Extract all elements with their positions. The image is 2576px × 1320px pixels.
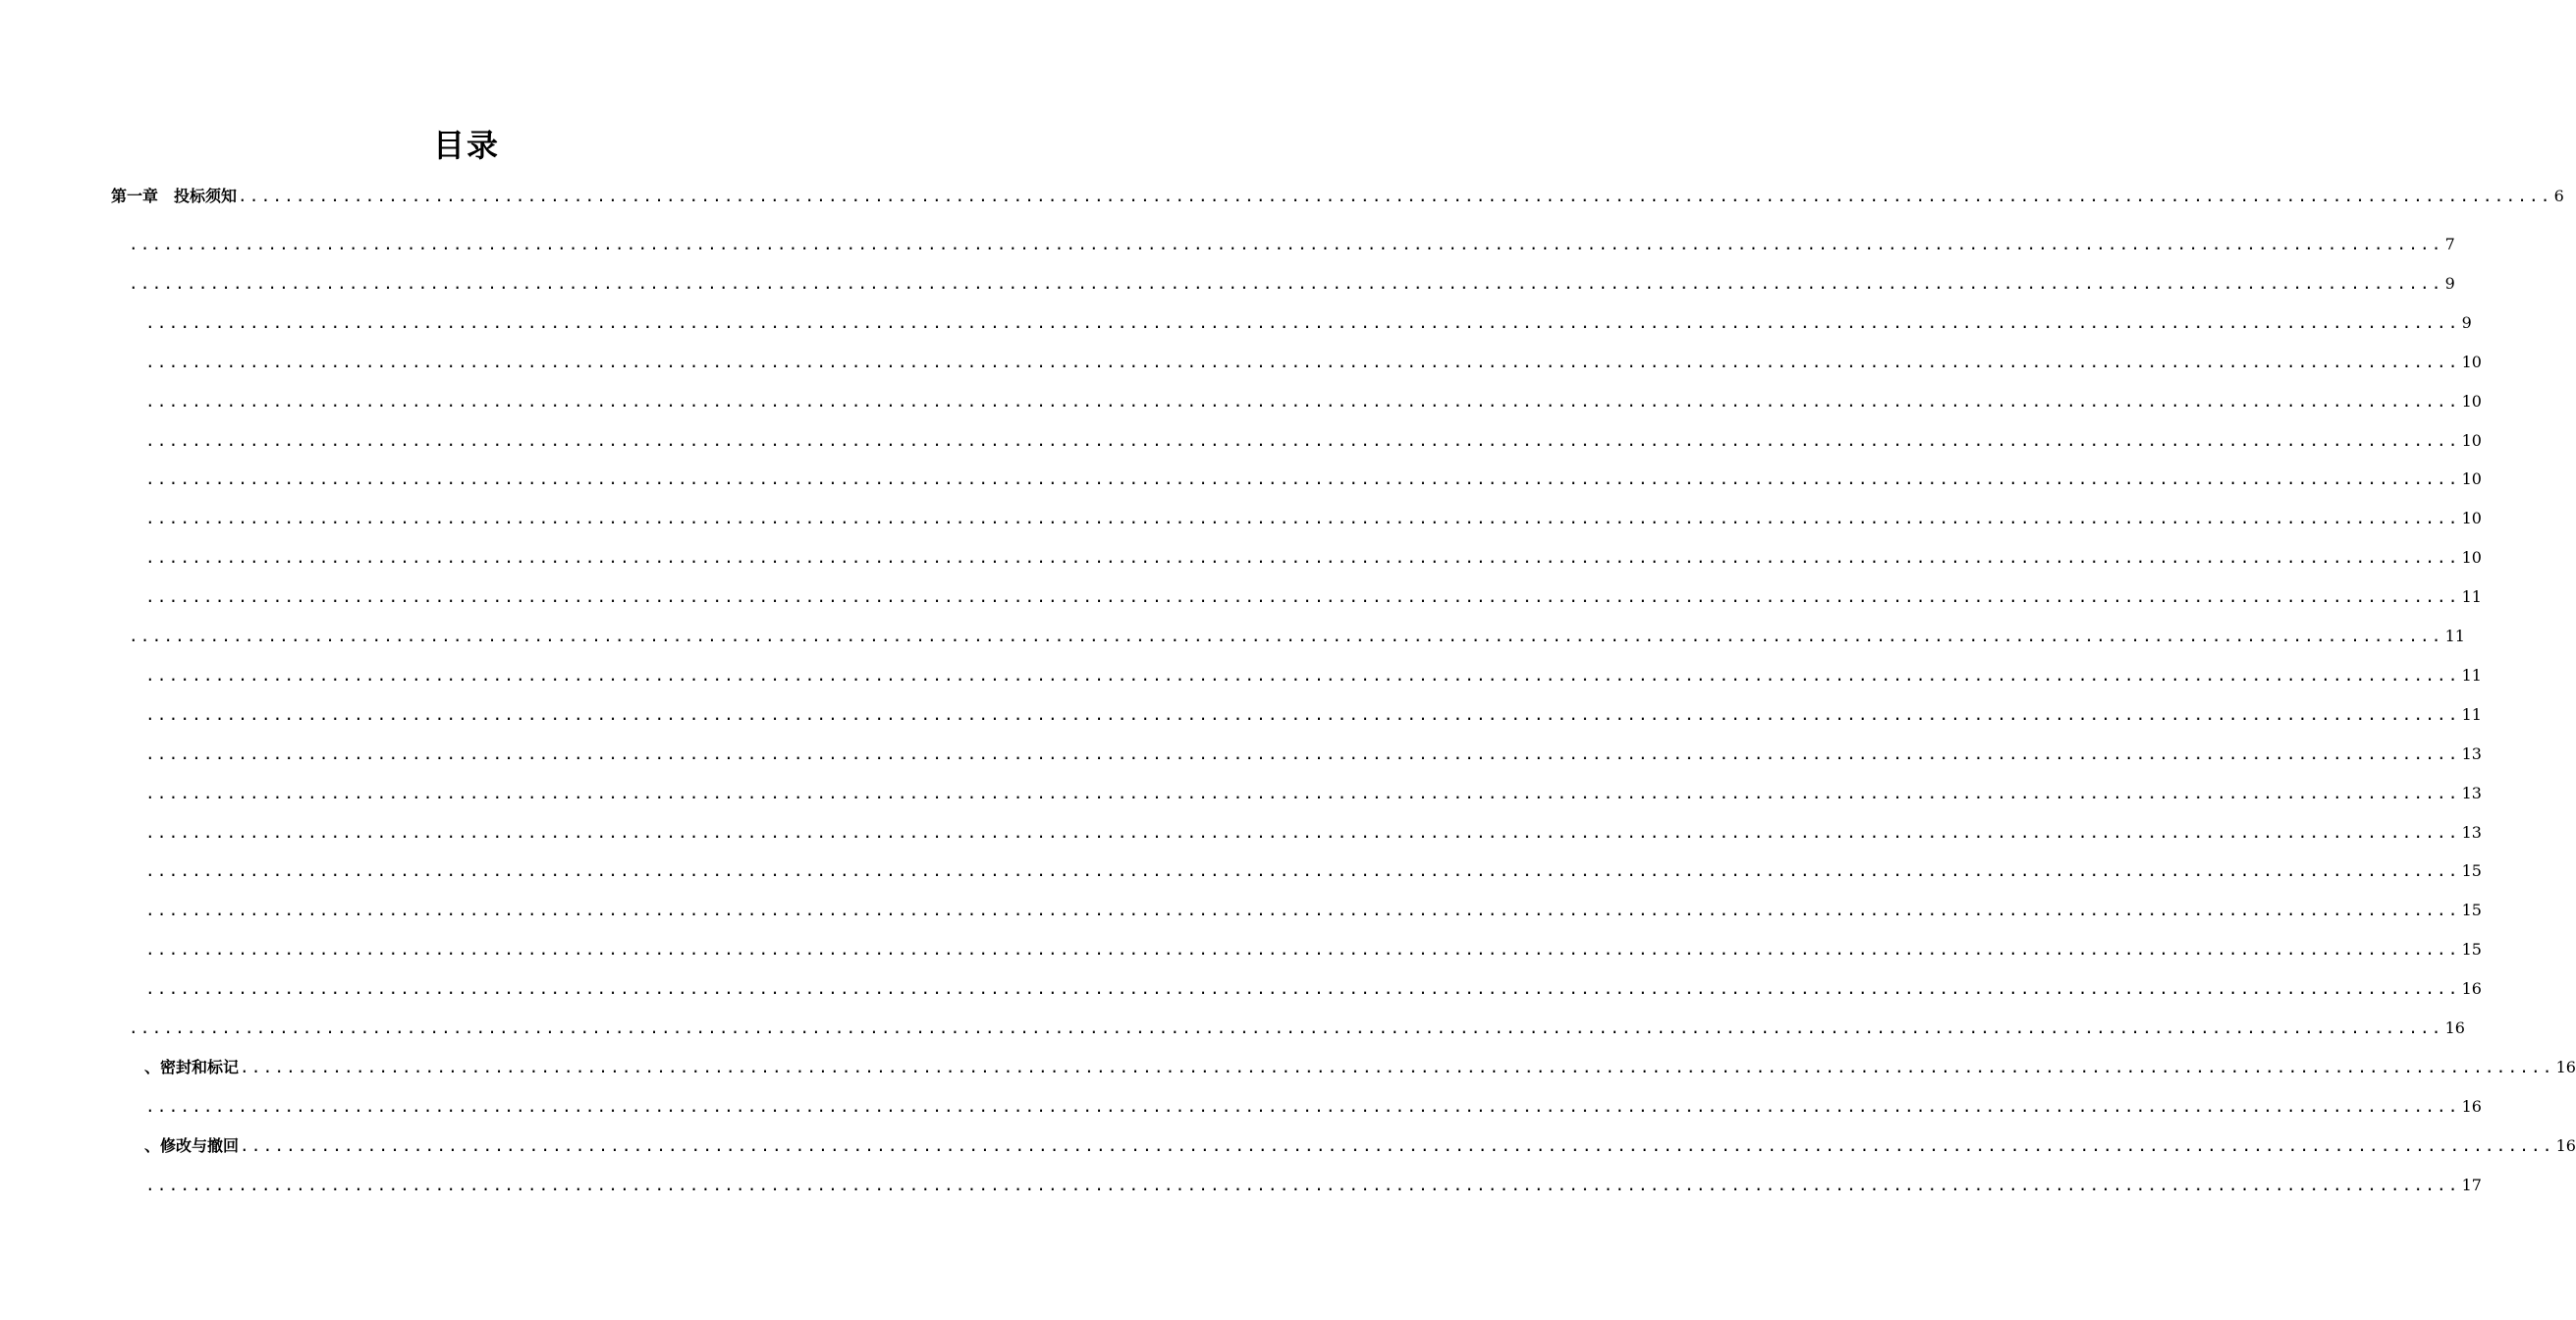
toc-entry[interactable] [144,975,2482,999]
toc-leader-dots: ........................................................................................................................................................................................................ [145,979,2460,999]
toc-page-number: 13 [2461,743,2482,763]
toc-leader-dots: ........................................................................................................................................................................................................ [129,235,2443,253]
toc-entry[interactable] [144,466,2482,489]
toc-leader-dots: ........................................................................................................................................................................................................ [145,469,2460,489]
toc-page-number: 11 [2461,665,2482,685]
toc-title: 目录 [432,127,500,164]
toc-leader-dots: ........................................................................................................................................................................................................ [129,273,2443,293]
toc-leader-dots: ........................................................................................................................................................................................................ [145,312,2460,332]
toc-leader-dots: ........................................................................................................................................................................................................ [240,1057,2554,1076]
toc-leader-dots: ........................................................................................................................................................................................................ [145,704,2460,724]
toc-page-number: 13 [2461,822,2482,842]
toc-page-number: 16 [2555,1057,2576,1076]
toc-leader-dots: ........................................................................................................................................................................................................ [145,665,2460,685]
toc-leader-dots: ........................................................................................................................................................................................................ [145,783,2460,802]
toc-entry[interactable] [144,741,2482,764]
toc-leader-dots: ........................................................................................................................................................................................................ [145,901,2460,920]
toc-entry[interactable] [128,1015,2465,1038]
toc-leader-dots: ........................................................................................................................................................................................................ [145,940,2460,960]
toc-entry[interactable] [144,1093,2482,1117]
toc-page-number: 6 [2553,187,2564,205]
toc-leader-dots: ........................................................................................................................................................................................................ [129,1018,2443,1037]
toc-entry[interactable] [144,819,2482,843]
toc-leader-dots: ........................................................................................................................................................................................................ [129,627,2443,645]
toc-leader-dots: ........................................................................................................................................................................................................ [145,391,2460,411]
toc-page-number: 9 [2444,273,2455,293]
toc-entry[interactable] [144,857,2482,881]
toc-entry[interactable] [144,936,2482,960]
toc-entry[interactable] [144,662,2482,686]
toc-page-number: 10 [2461,391,2482,411]
toc-entry[interactable] [111,183,2564,206]
toc-entry[interactable] [144,701,2482,725]
toc-entry[interactable] [144,897,2482,920]
toc-entry[interactable] [128,623,2465,646]
toc-page-number: 10 [2461,352,2482,371]
toc-page-number: 11 [2444,627,2465,645]
toc-leader-dots: ........................................................................................................................................................................................................ [145,587,2460,607]
toc-leader-dots: ........................................................................................................................................................................................................ [145,822,2460,842]
toc-entry[interactable] [144,309,2472,333]
toc-page-number: 10 [2461,548,2482,568]
toc-leader-dots: ........................................................................................................................................................................................................ [240,1135,2554,1155]
toc-entry-text: 、密封和标记 [144,1057,240,1076]
toc-entry[interactable] [144,427,2482,451]
toc-page-number: 17 [2461,1175,2482,1194]
toc-page-number: 7 [2444,235,2455,253]
toc-page-number: 16 [2555,1135,2576,1155]
toc-entry[interactable] [144,544,2482,568]
toc-page-number: 10 [2461,430,2482,450]
toc-leader-dots: ........................................................................................................................................................................................................ [145,1175,2460,1194]
toc-entry[interactable] [144,1054,2576,1077]
toc-leader-dots: ........................................................................................................................................................................................................ [145,509,2460,528]
toc-entry[interactable] [144,780,2482,803]
toc-page-number: 10 [2461,469,2482,489]
toc-leader-dots: ........................................................................................................................................................................................................ [145,861,2460,881]
toc-entry[interactable] [144,1172,2482,1195]
toc-page-number: 16 [2444,1018,2465,1037]
toc-leader-dots: ........................................................................................................................................................................................................ [145,743,2460,763]
toc-page-number: 16 [2461,1096,2482,1116]
toc-entry[interactable] [128,270,2455,294]
toc-entry[interactable] [144,388,2482,412]
toc-leader-dots: ........................................................................................................................................................................................................ [145,430,2460,450]
toc-leader-dots: ........................................................................................................................................................................................................ [145,352,2460,371]
toc-page-number: 16 [2461,979,2482,999]
toc-entry[interactable] [144,349,2482,372]
toc-leader-dots: ........................................................................................................................................................................................................ [145,1096,2460,1116]
toc-page-number: 11 [2461,587,2482,607]
toc-entry[interactable] [144,583,2482,607]
toc-entry[interactable] [128,231,2455,254]
toc-leader-dots: ........................................................................................................................................................................................................ [145,548,2460,568]
toc-leader-dots: ........................................................................................................................................................................................................ [238,187,2552,205]
toc-page-number: 15 [2461,940,2482,960]
toc-page-number: 13 [2461,783,2482,802]
toc-page-number: 11 [2461,704,2482,724]
toc-page-number: 15 [2461,861,2482,881]
toc-entry-text: 第一章 投标须知 [111,187,238,205]
toc-entry[interactable] [144,1132,2576,1156]
toc-entry-text: 、修改与撤回 [144,1135,240,1155]
toc-page-number: 10 [2461,509,2482,528]
toc-entry[interactable] [144,505,2482,528]
toc-page-number: 9 [2461,312,2472,332]
toc-page-number: 15 [2461,901,2482,920]
